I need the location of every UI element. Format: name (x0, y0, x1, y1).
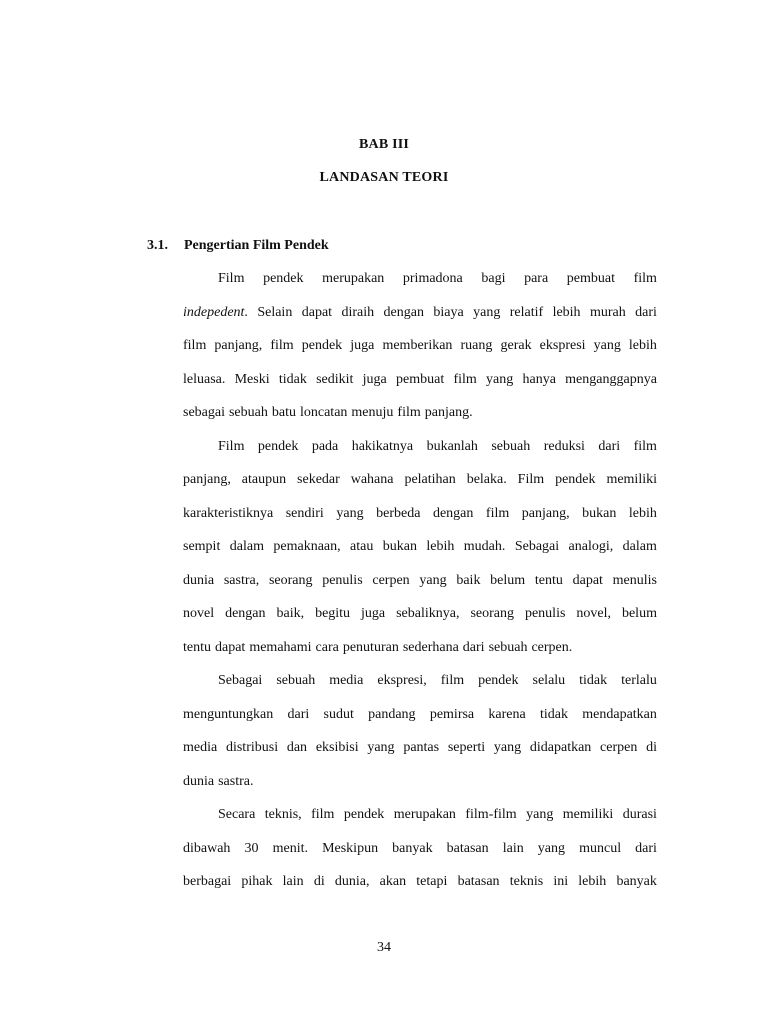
body-line: dunia sastra. (183, 773, 254, 789)
body-line: media distribusi dan eksibisi yang pantas seperti yang didapatkan cerpen di (183, 740, 657, 755)
section-heading (147, 238, 329, 254)
body-line: panjang, ataupun sekedar wahana pelatihan belaka. Film pendek memiliki (183, 472, 657, 487)
body-line: tentu dapat memahami cara penuturan sederhana dari sebuah cerpen. (183, 639, 573, 655)
body-line: dunia sastra, seorang penulis cerpen yang baik belum tentu dapat menulis (183, 572, 657, 588)
section-title: Pengertian Film Pendek (184, 238, 329, 253)
body-line: indepedent. Selain dapat diraih dengan biaya yang relatif lebih murah dari (183, 304, 657, 320)
body-line: Sebagai sebuah media ekspresi, film pendek selalu tidak terlalu (218, 673, 657, 688)
body-line: leluasa. Meski tidak sedikit juga pembuat film yang hanya menganggapnya (183, 371, 657, 387)
body-line: berbagai pihak lain di dunia, akan tetapi batasan teknis ini lebih banyak (183, 874, 657, 889)
body-line: Secara teknis, film pendek merupakan film-film yang memiliki durasi (218, 807, 657, 822)
body-line: novel dengan baik, begitu juga sebaliknya, seorang penulis novel, belum (183, 606, 657, 621)
page-number: 34 (377, 940, 391, 955)
body-line: sebagai sebuah batu loncatan menuju film panjang. (183, 405, 473, 420)
chapter-title: LANDASAN TEORI (319, 170, 449, 185)
chapter-heading: BAB III (358, 137, 410, 152)
body-line: dibawah 30 menit. Meskipun banyak batasan lain yang muncul dari (183, 840, 657, 856)
body-line: sempit dalam pemaknaan, atau bukan lebih mudah. Sebagai analogi, dalam (183, 539, 657, 554)
body-line: Film pendek merupakan primadona bagi para pembuat film (218, 271, 657, 286)
body-line: film panjang, film pendek juga memberikan ruang gerak ekspresi yang lebih (183, 338, 657, 353)
body-line: menguntungkan dari sudut pandang pemirsa karena tidak mendapatkan (183, 706, 657, 722)
body-line: Film pendek pada hakikatnya bukanlah sebuah reduksi dari film (218, 438, 657, 454)
section-number: 3.1. (147, 238, 168, 253)
body-line: karakteristiknya sendiri yang berbeda dengan film panjang, bukan lebih (183, 505, 657, 521)
